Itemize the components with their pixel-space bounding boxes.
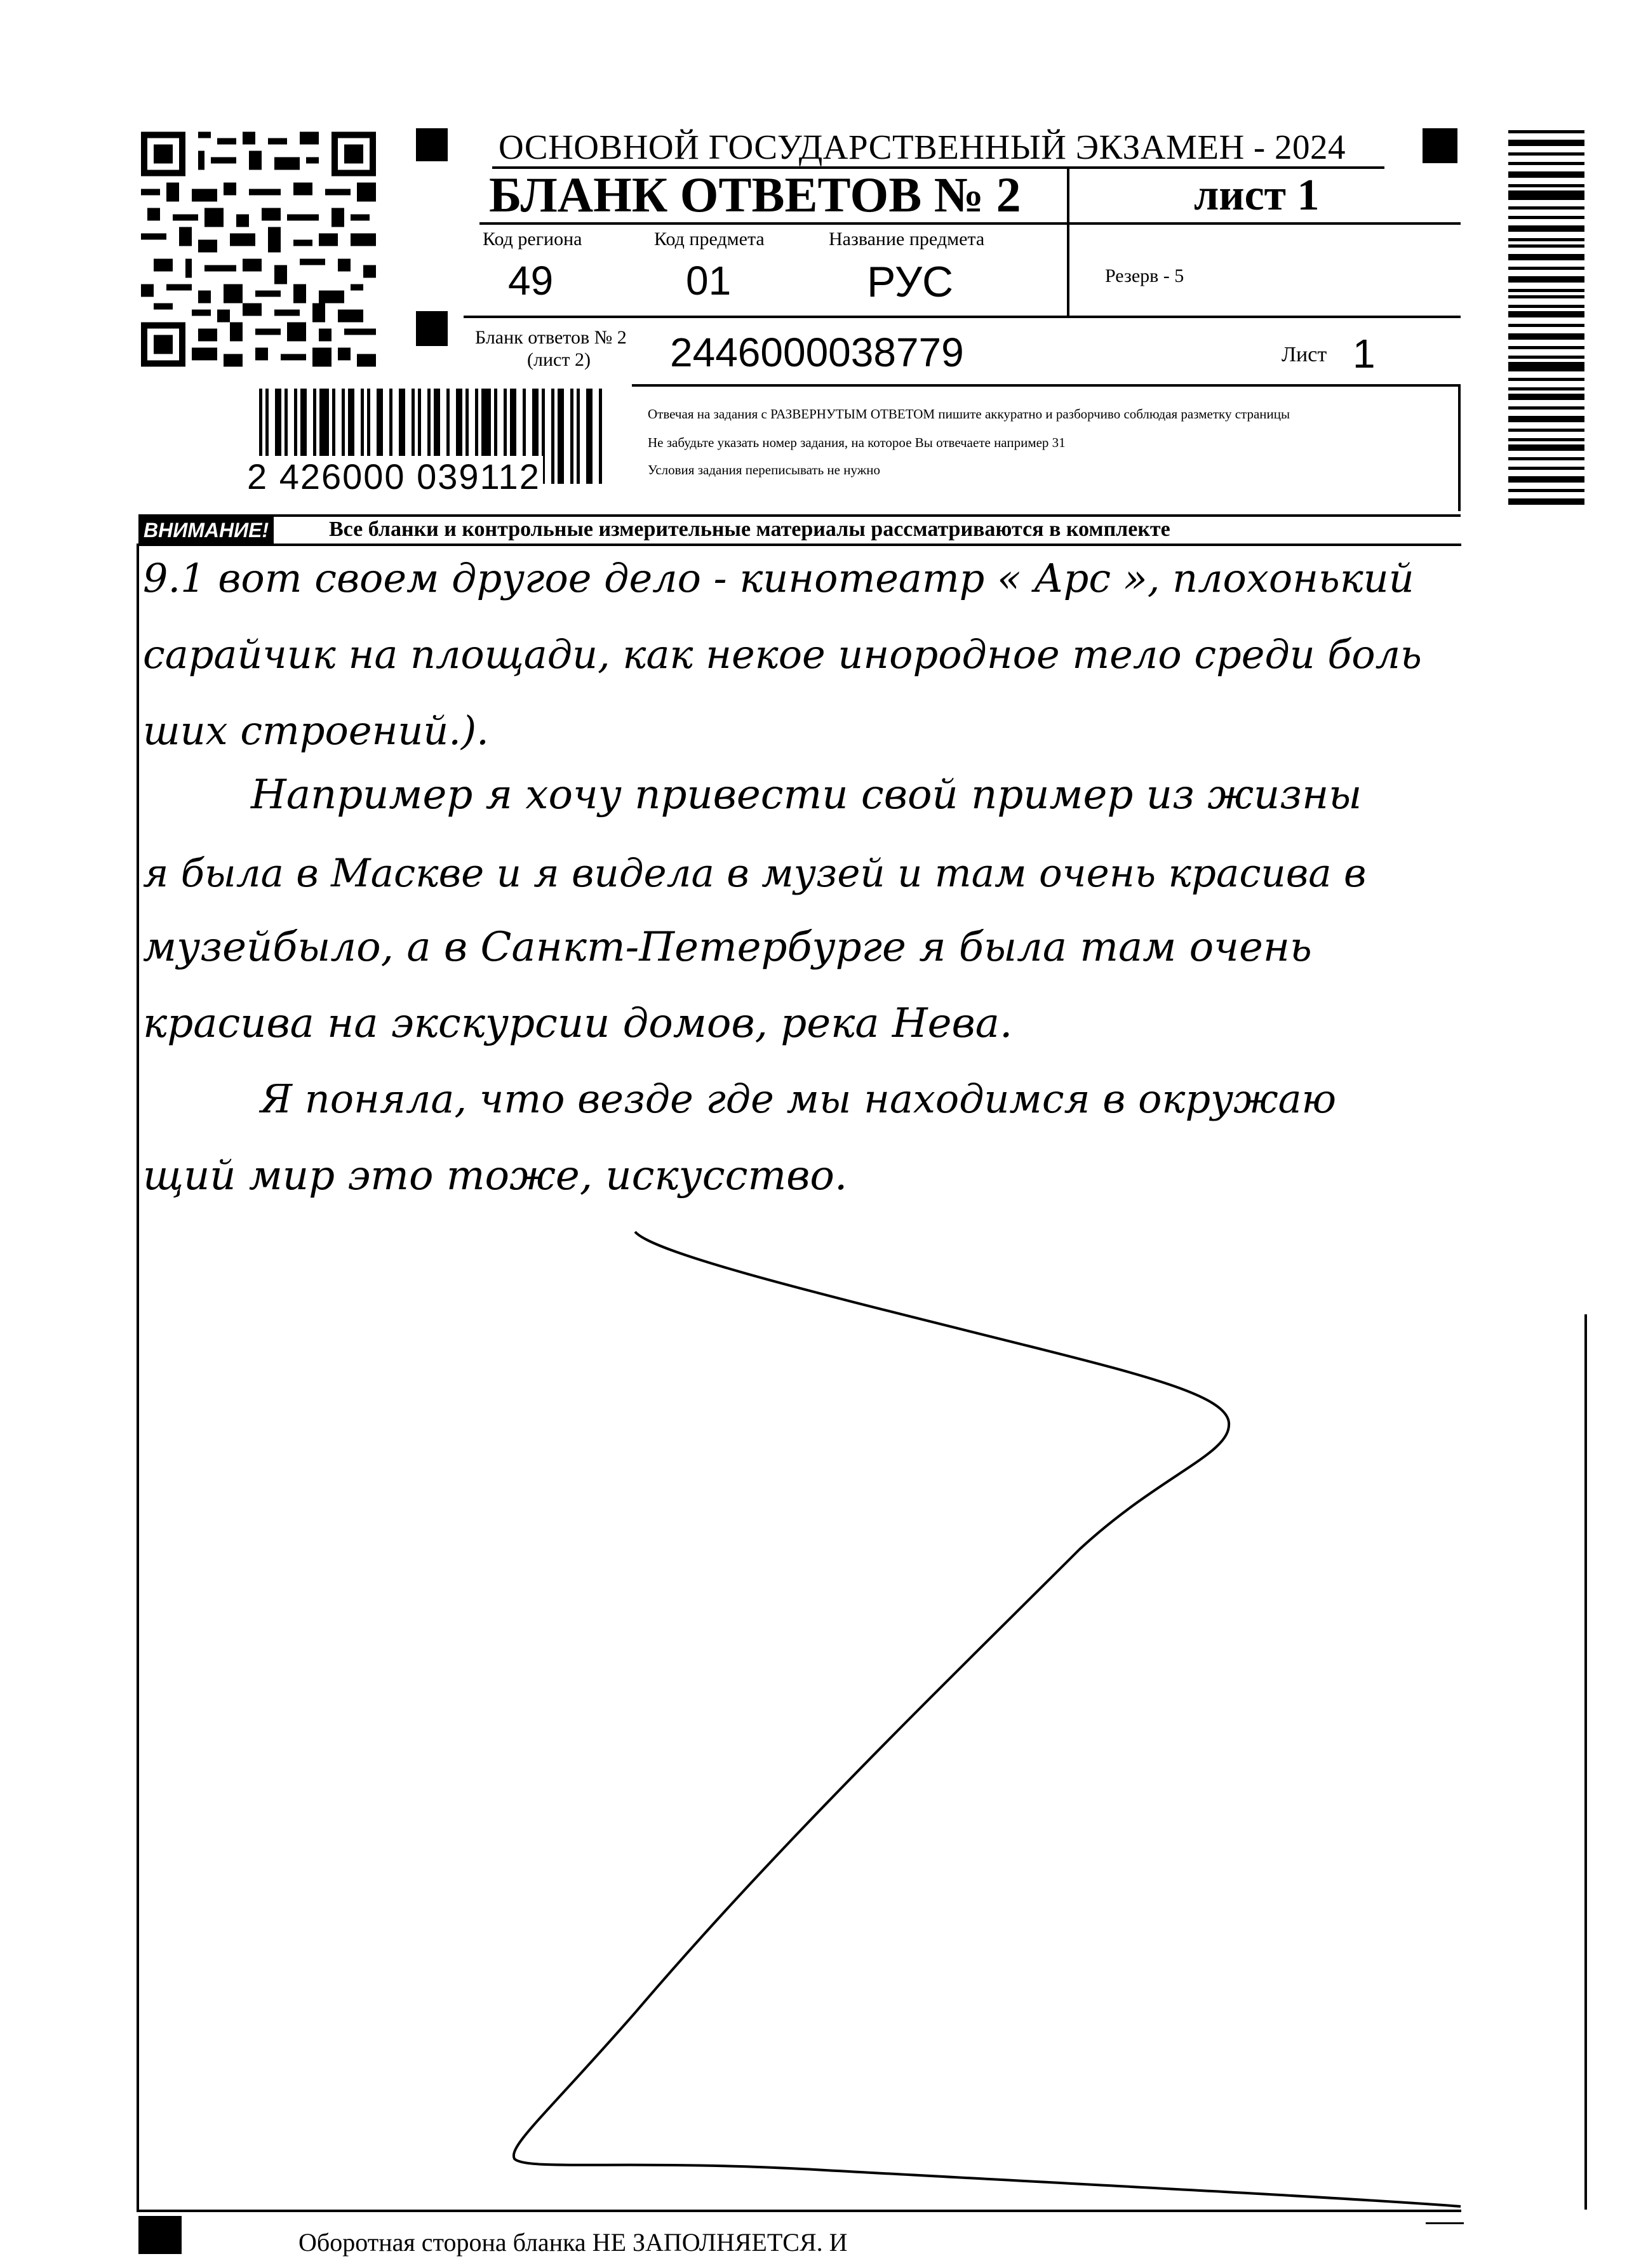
answer-line-9: щий мир это тоже, искусство. <box>143 1152 848 1199</box>
exam-title: ОСНОВНОЙ ГОСУДАРСТВЕННЫЙ ЭКЗАМЕН - 2024 <box>499 128 1346 166</box>
answer-line-5: я была в Маскве и я видела в музей и там очень красива в <box>143 851 1367 896</box>
region-code-value: 49 <box>508 258 554 304</box>
header-rule-2 <box>464 316 1461 318</box>
instruction-line-1: Отвечая на задания с РАЗВЕРНУТЫМ ОТВЕТОМ пишите аккуратно и разборчиво соблюдая разметку страницы <box>648 406 1290 422</box>
header-rule-3 <box>632 384 1461 387</box>
instructions-divider <box>1458 384 1461 511</box>
answer-line-7: красива на экскурсии домов, река Нева. <box>143 1000 1013 1047</box>
footer-note: Оборотная сторона бланка НЕ ЗАПОЛНЯЕТСЯ. И <box>298 2228 848 2257</box>
answer-line-1: 9.1 вот своем другое дело - кинотеатр « Арс », плохонький <box>143 555 1414 601</box>
subject-name-value: РУС <box>867 258 954 306</box>
alignment-marker-top-right <box>1423 128 1457 163</box>
barcode-number: 2 426000 039112 <box>244 456 543 497</box>
answer-line-4: Например я хочу привести свой пример из жизны <box>251 771 1362 818</box>
subject-code-value: 01 <box>686 258 732 304</box>
alignment-marker-mid-left <box>416 311 448 346</box>
reserve-label: Резерв - 5 <box>1105 265 1184 286</box>
answer-area-right-edge <box>1584 1314 1587 2210</box>
qr-code <box>141 130 376 368</box>
sheet-label: лист 1 <box>1194 171 1320 220</box>
title-divider <box>1067 166 1069 316</box>
answer-line-6: музейбыло, а в Санкт-Петербурге я была там очень <box>143 924 1312 971</box>
blank2-label-line1: Бланк ответов № 2 <box>475 327 627 348</box>
instruction-line-3: Условия задания переписывать не нужно <box>648 462 880 477</box>
alignment-marker-bottom-left <box>138 2216 182 2254</box>
region-code-label: Код региона <box>483 229 582 250</box>
alignment-marker-top-left <box>416 128 448 161</box>
list-label: Лист <box>1282 343 1327 366</box>
blank2-label-line2: (лист 2) <box>527 349 591 370</box>
warning-top-rule <box>138 514 1461 517</box>
answer-line-3: ших строений.). <box>143 707 489 754</box>
warning-badge: ВНИМАНИЕ! <box>138 517 274 544</box>
header-rule-1 <box>479 222 1461 225</box>
answer-line-2: сарайчик на площади, как некое инородное тело среди боль <box>143 631 1422 677</box>
warning-text: Все бланки и контрольные измерительные материалы рассматриваются в комплекте <box>329 517 1170 541</box>
footer-dash <box>1426 2222 1464 2224</box>
instruction-line-2: Не забудьте указать номер задания, на которое Вы отвечаете например 31 <box>648 435 1066 450</box>
form-title: БЛАНК ОТВЕТОВ № 2 <box>489 167 1021 222</box>
list-number: 1 <box>1353 331 1376 377</box>
barcode-right <box>1508 130 1584 505</box>
blank2-number: 2446000038779 <box>670 330 964 375</box>
subject-code-label: Код предмета <box>654 229 765 250</box>
answer-line-8: Я поняла, что везде где мы находимся в окружаю <box>260 1076 1337 1122</box>
subject-name-label: Название предмета <box>829 229 985 250</box>
